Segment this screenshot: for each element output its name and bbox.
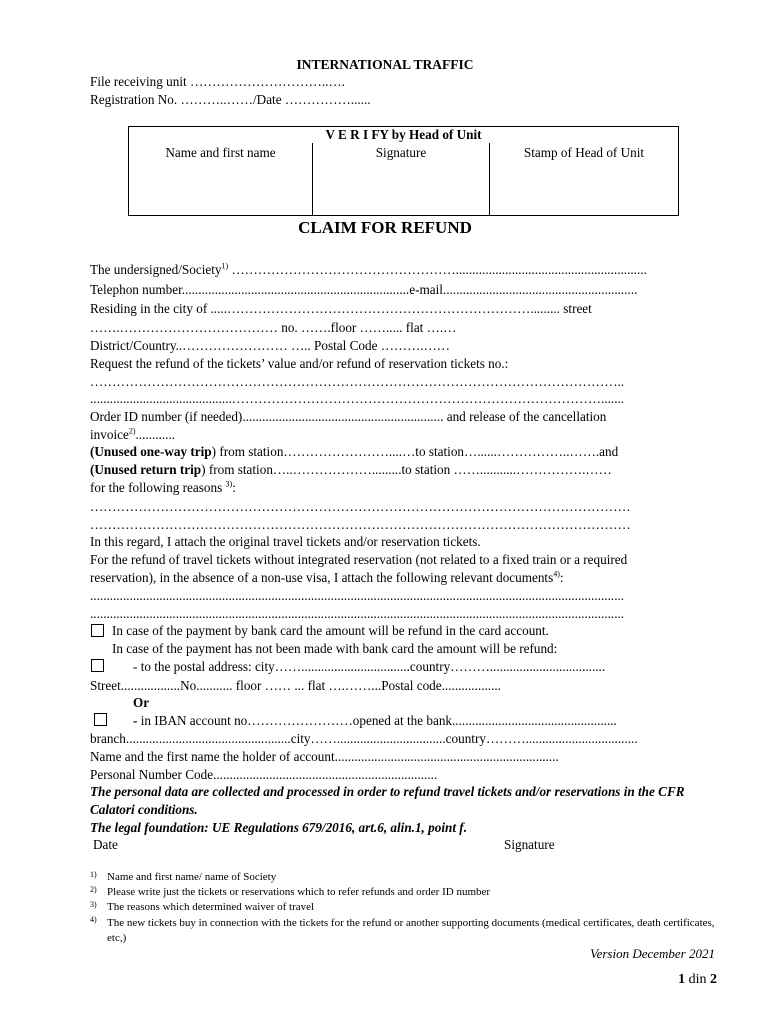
documents-line-2[interactable]: ..................................................................................................................................................................	[90, 606, 625, 621]
bank-card-text: In case of the payment by bank card the amount will be refund in the card account.	[112, 623, 549, 638]
refund-docs-label: reservation), in the absence of a non-use visa, I attach the following relevant documents	[90, 570, 554, 585]
verify-col-stamp: Stamp of Head of Unit	[523, 145, 645, 160]
reasons-text: for the following reasons	[90, 480, 226, 495]
oneway-stations: ) from station……………………....…to station…......……………..…….and	[211, 444, 619, 459]
claim-title: CLAIM FOR REFUND	[298, 219, 472, 236]
invoice-label: invoice	[90, 427, 129, 442]
signature-label[interactable]: Signature	[504, 837, 555, 852]
date-label[interactable]: Date	[93, 837, 118, 852]
invoice-field[interactable]	[90, 426, 720, 443]
refund-docs-text-1: For the refund of travel tickets without integrated reservation (not related to a fixed train or a required	[90, 552, 628, 567]
file-receiving-field[interactable]: File receiving unit …………………………..….	[90, 74, 345, 89]
verify-table	[128, 126, 679, 216]
doc-title: INTERNATIONAL TRAFFIC	[296, 57, 474, 72]
return-stations: ) from station…..……………….........to station ……...........…………….……	[201, 462, 612, 477]
footnote-text: Name and first name/ name of Society	[107, 871, 277, 883]
verify-name-cell[interactable]	[129, 143, 313, 216]
postal-address-checkbox[interactable]	[91, 659, 104, 672]
footnote-ref-1: 1)	[221, 261, 229, 271]
footnote-text: The reasons which determined waiver of travel	[107, 901, 315, 913]
attach-text: In this regard, I attach the original travel tickets and/or reservation tickets.	[90, 534, 481, 549]
request-text: Request the refund of the tickets’ value and/or refund of reservation tickets no.:	[90, 356, 509, 371]
footnote-ref-4: 4)	[553, 569, 560, 579]
bank-card-checkbox[interactable]	[91, 624, 104, 637]
street-address-field[interactable]: Street..................No........... floor …… ... flat ….……...Postal code..................	[90, 678, 501, 693]
oneway-trip-field[interactable]	[90, 443, 720, 460]
verify-signature-cell[interactable]	[313, 143, 490, 216]
telephone-email-field[interactable]: Telephon number.....................................................................e-mail...........................................................	[90, 282, 638, 297]
oneway-label: (Unused one-way trip	[90, 444, 212, 459]
district-postal-field[interactable]: District/Country..…………………… ….. Postal Code ……….……	[90, 338, 450, 353]
footnote-text: Please write just the tickets or reservations which to refer refunds and order ID number	[107, 886, 491, 898]
page-current: 1	[678, 972, 686, 987]
or-label: Or	[133, 695, 150, 710]
refund-docs-colon: :	[559, 570, 564, 585]
reasons-line-2[interactable]: ……………………………………………………………………………………………………………	[90, 517, 631, 532]
page-number	[678, 972, 717, 988]
tickets-line-2[interactable]: ...........................................………………………………………………………………………….......	[90, 391, 625, 406]
page-total: 2	[710, 972, 717, 987]
verify-heading: V E R I FY by Head of Unit	[129, 127, 679, 144]
documents-line-1[interactable]: ..................................................................................................................................................................	[90, 588, 625, 603]
footnote-ref-3: 3)	[225, 479, 233, 489]
residing-field[interactable]: Residing in the city of .....……………………………………………………………......... street	[90, 301, 592, 316]
footnote-ref-2: 2)	[128, 426, 136, 436]
reasons-colon: :	[232, 480, 236, 495]
postal-address-field[interactable]: - to the postal address: city…….................................country………...................................	[133, 659, 606, 674]
legal-foundation: The legal foundation: UE Regulations 679/2016, art.6, alin.1, point f.	[90, 820, 467, 835]
account-holder-field[interactable]: Name and the first name the holder of account....................................................................	[90, 749, 559, 764]
undersigned-field[interactable]	[90, 261, 720, 278]
footnote-num: 3)	[90, 900, 97, 909]
invoice-dots: ............	[135, 427, 176, 442]
order-id-field[interactable]: Order ID number (if needed)............................................................. and release of the cancellation	[90, 409, 607, 424]
registration-field[interactable]: Registration No. ………..……/Date ……………......	[90, 92, 371, 107]
street-no-field[interactable]: …….……………………………… no. …….floor ……..... flat ….…	[90, 320, 457, 335]
version-label: Version December 2021	[590, 946, 715, 961]
refund-docs-text-2	[90, 569, 720, 586]
iban-dash: -	[133, 713, 138, 728]
iban-checkbox[interactable]	[94, 713, 107, 726]
no-card-text: In case of the payment has not been made with bank card the amount will be refund:	[112, 641, 558, 656]
iban-field[interactable]	[133, 712, 723, 729]
reasons-label	[90, 479, 720, 496]
tickets-line-1[interactable]: …………………………………………………………………………………………………………..	[90, 374, 625, 389]
page-separator: din	[685, 972, 710, 987]
personal-data-notice: The personal data are collected and processed in order to refund travel tickets and/or reservations in the CFR Calatori conditions.	[90, 784, 685, 817]
reasons-line-1[interactable]: ……………………………………………………………………………………………………………	[90, 499, 631, 514]
verify-col-signature: Signature	[375, 145, 427, 160]
personal-number-field[interactable]: Personal Number Code....................................................................	[90, 767, 438, 782]
footnote-num: 2)	[90, 885, 97, 894]
return-label: (Unused return trip	[90, 462, 202, 477]
iban-text: in IBAN account no……………………opened at the bank..................................................	[137, 713, 617, 728]
return-trip-field[interactable]	[90, 461, 720, 478]
bank-branch-field[interactable]: branch..................................................city…….................................country………..................................	[90, 731, 638, 746]
verify-col-name: Name and first name	[165, 145, 276, 160]
footnote-num: 1)	[90, 870, 97, 879]
undersigned-dots: ……………………………………………..........................................................	[228, 262, 647, 277]
undersigned-label: The undersigned/Society	[90, 262, 222, 277]
footnote-num: 4)	[90, 915, 97, 924]
verify-stamp-cell[interactable]	[490, 143, 679, 216]
footnote-text: The new tickets buy in connection with the tickets for the refund or another supporting documents (medical certificates, death certificates, etc,)	[107, 917, 715, 944]
